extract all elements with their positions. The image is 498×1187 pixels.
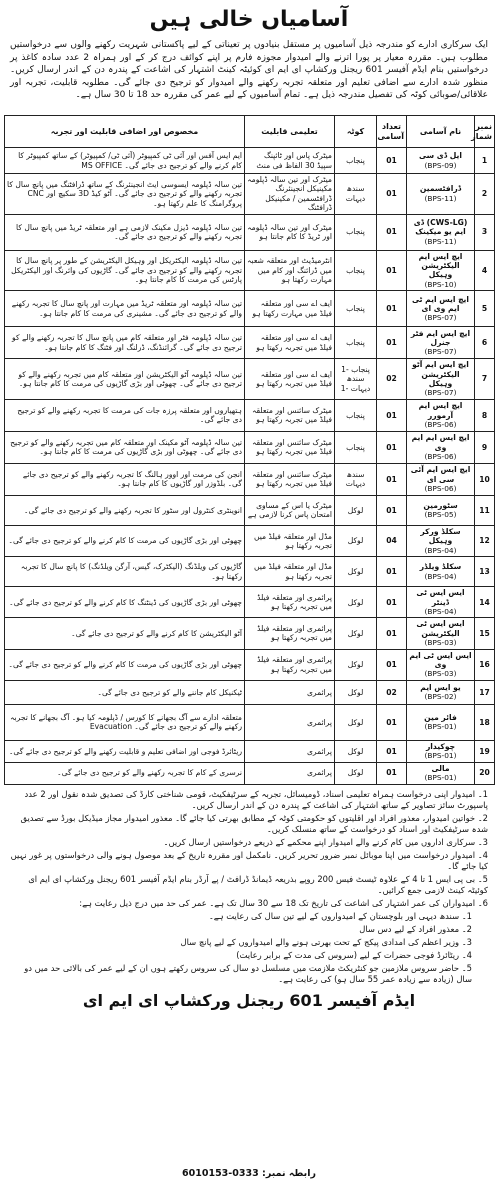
cell-quota: پنجاب xyxy=(335,148,377,174)
cell-post-name xyxy=(407,463,475,495)
cell-skills: آٹو الیکٹریشن کا کام کرنے والے کو ترجیح دی جائے گی۔ xyxy=(5,618,245,649)
cell-sr: 9 xyxy=(475,431,495,463)
post-title: ایچ ایس ایم ایم وی xyxy=(411,433,470,452)
cell-post-name xyxy=(407,174,475,215)
cell-count: 01 xyxy=(377,495,407,525)
post-title: ایچ ایس ایم ٹی ایم وی ای xyxy=(412,294,469,314)
cell-post-name xyxy=(407,704,475,740)
table-row xyxy=(5,431,495,463)
cell-quota: پنجاب xyxy=(335,291,377,327)
table-row xyxy=(5,359,495,400)
cell-quota: پنجاب xyxy=(335,431,377,463)
post-title: ایل ڈی سی xyxy=(418,151,462,161)
post-scale: (BPS-04) xyxy=(424,571,457,581)
cell-qualification: ایف اے سی اور متعلقہ فیلڈ میں مہارت رکھتا ہو xyxy=(245,291,335,327)
cell-skills: انوینٹری کنٹرول اور سٹور کا تجربہ رکھنے والے کو ترجیح دی جائے گی۔ xyxy=(5,495,245,525)
post-title: سکلڈ ویلڈر xyxy=(419,562,462,572)
note-item: 1۔ امیدوار اپنی درخواست ہمراہ تعلیمی اسناد، ڈومیسائل، تجربہ کے سرٹیفکیٹ، قومی شناختی کارڈ کی تصدیق شدہ نقول اور 2 عدد پاسپورٹ سائز تصاویر کے ساتھ اشتہار کی اشاعت کے پندرہ دن کے اندر ارسال کریں۔ xyxy=(24,788,488,810)
cell-qualification: ایف اے سی اور متعلقہ فیلڈ میں تجربہ رکھتا ہو xyxy=(245,327,335,359)
table-row xyxy=(5,680,495,704)
cell-sr: 13 xyxy=(475,557,495,587)
cell-quota: سندھ دیہات xyxy=(335,174,377,215)
cell-quota: لوکل xyxy=(335,704,377,740)
cell-post-name xyxy=(407,214,475,250)
cell-qualification: میٹرک سائنس اور متعلقہ فیلڈ میں تجربہ رکھتا ہو xyxy=(245,463,335,495)
post-scale: (BPS-03) xyxy=(424,669,457,679)
header-sr: نمبر شمار xyxy=(475,116,495,148)
notes-section xyxy=(4,785,494,985)
cell-qualification: میٹرک پاس اور ٹائپنگ سپیڈ 30 الفاظ فی منٹ xyxy=(245,148,335,174)
cell-post-name xyxy=(407,495,475,525)
cell-post-name xyxy=(407,399,475,431)
post-title: ایچ ایس ایم آٹو الیکٹریشن وہیکل xyxy=(412,360,469,389)
cell-sr: 11 xyxy=(475,495,495,525)
notes-list xyxy=(10,789,488,985)
cell-post-name xyxy=(407,327,475,359)
cell-skills: ہتھیاروں اور متعلقہ پرزہ جات کی مرمت کا تجربہ رکھنے والے کو ترجیح دی جائے گی۔ xyxy=(5,399,245,431)
post-scale: (BPS-01) xyxy=(424,773,457,783)
age-relaxation-item: 2۔ معذور افراد کے لیے دس سال xyxy=(359,923,472,934)
cell-skills: انجن کی مرمت اور اوور ہالنگ کا تجربہ رکھنے والے کو ترجیح دی جائے گی۔ بلڈوزر اور گاڑیوں کا کام جانتا ہو۔ xyxy=(5,463,245,495)
post-title: (CWS-LG) ڈی ایم یو میکینک xyxy=(413,218,468,237)
cell-skills: ٹیکنیکل کام جاننے والے کو ترجیح دی جائے گی۔ xyxy=(5,680,245,704)
cell-sr: 6 xyxy=(475,327,495,359)
cell-qualification: میٹرک سائنس اور متعلقہ فیلڈ میں تجربہ رکھتا ہو xyxy=(245,431,335,463)
table-row xyxy=(5,649,495,680)
table-row xyxy=(5,291,495,327)
cell-sr: 7 xyxy=(475,359,495,400)
post-scale: (BPS-09) xyxy=(424,160,457,170)
cell-quota: لوکل xyxy=(335,557,377,587)
post-scale: (BPS-04) xyxy=(424,545,457,555)
header-skills: مخصوص اور اضافی قابلیت اور تجربہ xyxy=(5,116,245,148)
post-scale: (BPS-10) xyxy=(424,279,457,289)
cell-count: 02 xyxy=(377,359,407,400)
cell-qualification: انٹرمیڈیٹ اور متعلقہ شعبہ میں ڈرائنگ اور کام میں مہارت رکھتا ہو xyxy=(245,250,335,291)
post-title: ایچ ایس ایم فٹر جنرل xyxy=(410,328,471,348)
cell-sr: 12 xyxy=(475,525,495,556)
note-item: 5۔ بی پی ایس 1 تا 4 کے علاوہ ٹیسٹ فیس 200 روپے بذریعہ ڈیمانڈ ڈرافٹ / پے آرڈر بنام ایڈم آفیسر 601 ریجنل ورکشاپ ای ایم ای کوئیٹہ کینٹ لازمی جمع کرائیں۔ xyxy=(28,873,488,895)
header-quota: کوٹہ xyxy=(335,116,377,148)
contact-label: رابطہ نمبر: xyxy=(262,1168,316,1179)
post-scale: (BPS-06) xyxy=(424,484,457,494)
table-row xyxy=(5,525,495,556)
cell-quota: لوکل xyxy=(335,649,377,680)
intro-paragraph: ایک سرکاری ادارے کو مندرجہ ذیل آسامیوں پر مستقل بنیادوں پر تعیناتی کے لیے پاکستانی شہریت رکھنے والوں سے درخواستیں مطلوب ہیں۔ مقررہ معیار پر پورا اترنے والے امیدوار مجوزہ فارم پر اپنے کوائف درج کر کے اور ہمراہ 2 عدد سادہ کاغذ پر درخواستیں بنام ایڈم آفیسر 601 ریجنل ورکشاپ ای ایم ای کوئیٹہ کینٹ اشتہار کی اشاعت کے پندرہ دن کے اندر ارسال کریں۔ منظور شدہ ادارے سے اضافی تعلیم اور متعلقہ تجربہ رکھنے والے امیدوار کو ترجیح دی جائے گی۔ مطلوبہ قابلیت، تجربہ اور علاقائی/صوبائی کوٹہ کی تفصیل مندرجہ ذیل ہے۔ تمام آسامیوں کے لیے عمر کی مقررہ حد 18 تا 30 سال ہے۔ xyxy=(10,40,489,100)
cell-qualification: میٹرک سائنس اور متعلقہ فیلڈ میں تجربہ رکھتا ہو xyxy=(245,399,335,431)
cell-post-name xyxy=(407,649,475,680)
cell-skills: تین سالہ ڈپلومہ آٹو مکینک اور متعلقہ کام میں تجربہ رکھنے والے کو ترجیح دی جائے گی۔ چھوٹی اور بڑی گاڑیوں کی مرمت کا کام جانتا ہو۔ xyxy=(5,431,245,463)
cell-skills: تین سالہ ڈپلومہ ڈیزل مکینک لازمی ہے اور متعلقہ ٹریڈ میں پانچ سال کا تجربہ رکھنے والے کو ترجیح دی جائے گی۔ xyxy=(5,214,245,250)
cell-count: 01 xyxy=(377,649,407,680)
cell-post-name xyxy=(407,762,475,784)
cell-quota: لوکل xyxy=(335,587,377,618)
cell-skills: تین سالہ ڈپلومہ فٹر اور متعلقہ کام میں پانچ سال کا تجربہ رکھنے والے کو ترجیح دی جائے گی۔ گرائنڈنگ، ڈرلنگ اور فٹنگ کا کام جانتا ہو۔ xyxy=(5,327,245,359)
cell-sr: 15 xyxy=(475,618,495,649)
post-scale: (BPS-03) xyxy=(424,638,457,648)
cell-quota: لوکل xyxy=(335,762,377,784)
cell-quota: پنجاب xyxy=(335,399,377,431)
cell-count: 01 xyxy=(377,291,407,327)
post-scale: (BPS-11) xyxy=(424,193,457,203)
cell-count: 01 xyxy=(377,557,407,587)
age-relaxation-item: 5۔ حاضر سروس ملازمین جو کنٹریکٹ ملازمت میں مسلسل دو سال کی سروس رکھتے ہوں ان کے لیے عمر کی بالائی حد میں دو سال (زیادہ سے زیادہ عمر 55 سال ہو) کی رعایت ہے۔ xyxy=(24,962,472,984)
post-title: ایچ ایس ایم الیکٹریشن وہیکل xyxy=(418,251,463,280)
cell-qualification: ایف اے سی اور متعلقہ فیلڈ میں تجربہ رکھتا ہو xyxy=(245,359,335,400)
table-row xyxy=(5,762,495,784)
table-row xyxy=(5,557,495,587)
cell-sr: 18 xyxy=(475,704,495,740)
post-title: ایچ ایس ایم آرمورر xyxy=(418,401,463,420)
cell-skills: نرسری کے کام کا تجربہ رکھنے والے کو ترجیح دی جائے گی۔ xyxy=(5,762,245,784)
post-title: ایس ایس ٹی الیکٹریشن xyxy=(416,619,465,638)
cell-skills: چھوٹی اور بڑی گاڑیوں کی ڈینٹنگ کا کام کرنے والے کو ترجیح دی جائے گی۔ xyxy=(5,587,245,618)
cell-sr: 4 xyxy=(475,250,495,291)
cell-sr: 19 xyxy=(475,740,495,762)
post-scale: (BPS-06) xyxy=(424,420,457,430)
cell-qualification: پرائمری اور متعلقہ فیلڈ میں تجربہ رکھتا ہو xyxy=(245,587,335,618)
cell-count: 01 xyxy=(377,148,407,174)
cell-skills: تین سالہ ڈپلومہ الیکٹریکل اور وہیکل الیکٹریشن کے طور پر پانچ سال کا تجربہ رکھنے والے کو ترجیح دی جائے گی۔ گاڑیوں کی وائرنگ اور الیکٹریکل پارٹس کی مرمت کا کام جانتا ہو۔ xyxy=(5,250,245,291)
cell-count: 01 xyxy=(377,250,407,291)
note-item: 3۔ سرکاری اداروں میں کام کرنے والے امیدوار اپنے محکمے کے ذریعے درخواستیں ارسال کریں۔ xyxy=(163,836,488,847)
table-row xyxy=(5,250,495,291)
cell-count: 01 xyxy=(377,399,407,431)
signature-block: ایڈم آفیسر 601 ریجنل ورکشاپ ای ایم ای xyxy=(82,990,416,1010)
contact-line xyxy=(0,1168,498,1179)
table-body xyxy=(5,148,495,785)
note-item: 4۔ امیدوار درخواست میں اپنا موبائل نمبر ضرور تحریر کریں۔ نامکمل اور مقررہ تاریخ کے بعد موصول ہونے والی درخواستوں پر غور نہیں کیا جائے گا۔ xyxy=(10,849,488,871)
post-title: ڈرافٹسمین xyxy=(419,184,462,194)
cell-post-name xyxy=(407,359,475,400)
note-item: 6۔ امیدواران کی عمر اشتہار کی اشاعت کی تاریخ تک 18 سے 30 سال تک ہے۔ عمر کی حد میں درج ذیل رعایت ہے: xyxy=(79,897,488,908)
cell-count: 01 xyxy=(377,174,407,215)
post-scale: (BPS-07) xyxy=(424,347,457,357)
cell-count: 01 xyxy=(377,762,407,784)
cell-sr: 14 xyxy=(475,587,495,618)
post-title: ایس ایس ٹی ڈینٹر xyxy=(416,588,465,607)
cell-count: 01 xyxy=(377,704,407,740)
cell-count: 01 xyxy=(377,618,407,649)
cell-skills: چھوٹی اور بڑی گاڑیوں کی مرمت کا کام کرنے والے کو ترجیح دی جائے گی۔ xyxy=(5,525,245,556)
cell-count: 01 xyxy=(377,327,407,359)
cell-post-name xyxy=(407,291,475,327)
cell-quota: لوکل xyxy=(335,680,377,704)
cell-count: 01 xyxy=(377,214,407,250)
cell-sr: 1 xyxy=(475,148,495,174)
cell-sr: 3 xyxy=(475,214,495,250)
age-relaxation-item: 3۔ وزیر اعظم کی امدادی پیکج کے تحت بھرتی ہونے والے امیدواروں کے لیے پانچ سال xyxy=(180,936,472,947)
post-scale: (BPS-07) xyxy=(424,313,457,323)
cell-sr: 20 xyxy=(475,762,495,784)
cell-qualification: مڈل اور متعلقہ فیلڈ میں تجربہ رکھتا ہو xyxy=(245,557,335,587)
cell-qualification: پرائمری xyxy=(245,704,335,740)
cell-count: 01 xyxy=(377,463,407,495)
cell-sr: 16 xyxy=(475,649,495,680)
post-title: سکلڈ ورکر وہیکل xyxy=(420,526,461,546)
cell-post-name xyxy=(407,557,475,587)
cell-quota: لوکل xyxy=(335,495,377,525)
cell-post-name xyxy=(407,618,475,649)
cell-qualification: پرائمری اور متعلقہ فیلڈ میں تجربہ رکھتا ہو xyxy=(245,649,335,680)
vacancies-table xyxy=(4,115,495,785)
table-row xyxy=(5,327,495,359)
cell-post-name xyxy=(407,250,475,291)
post-title: چوکیدار xyxy=(425,741,456,751)
post-scale: (BPS-11) xyxy=(424,236,457,246)
table-row xyxy=(5,399,495,431)
header-count: تعداد آسامی xyxy=(377,116,407,148)
cell-quota: لوکل xyxy=(335,618,377,649)
table-row xyxy=(5,214,495,250)
post-title: مالی xyxy=(431,763,450,773)
post-scale: (BPS-01) xyxy=(424,722,457,732)
post-title: ایچ ایس ایم آئی سی ای xyxy=(410,465,471,484)
table-row xyxy=(5,618,495,649)
post-scale: (BPS-06) xyxy=(424,452,457,462)
cell-sr: 2 xyxy=(475,174,495,215)
cell-qualification: مڈل اور متعلقہ فیلڈ میں تجربہ رکھتا ہو xyxy=(245,525,335,556)
cell-post-name xyxy=(407,148,475,174)
page-title: آسامیاں خالی ہیں xyxy=(149,7,349,32)
cell-skills: متعلقہ ادارے سے آگ بجھانے کا کورس / ڈپلومہ کیا ہو۔ آگ بجھانے کا تجربہ رکھنے والے کو ترجیح دی جائے گی۔ Evacuation xyxy=(5,704,245,740)
cell-qualification: پرائمری اور متعلقہ فیلڈ میں تجربہ رکھتا ہو xyxy=(245,618,335,649)
cell-sr: 5 xyxy=(475,291,495,327)
cell-post-name xyxy=(407,740,475,762)
age-relaxation-item: 4۔ ریٹائرڈ فوجی حضرات کے لیے (سروس کی مدت کے برابر رعایت) xyxy=(236,949,472,960)
table-row xyxy=(5,740,495,762)
cell-skills: ریٹائرڈ فوجی اور اضافی تعلیم و قابلیت رکھنے والے کو ترجیح دی جائے گی۔ xyxy=(5,740,245,762)
table-row xyxy=(5,174,495,215)
cell-quota: پنجاب -1 سندھ دیہات -1 xyxy=(335,359,377,400)
post-scale: (BPS-01) xyxy=(424,751,457,761)
header-post-name: نام آسامی xyxy=(407,116,475,148)
cell-skills: چھوٹی اور بڑی گاڑیوں کی مرمت کا کام کرنے والے کو ترجیح دی جائے گی۔ xyxy=(5,649,245,680)
cell-quota: پنجاب xyxy=(335,327,377,359)
cell-skills: تین سالہ ڈپلومہ اور متعلقہ ٹریڈ میں مہارت اور پانچ سال کا تجربہ رکھنے والے کو ترجیح دی جائے گی۔ مشینری کی مرمت کا کام جانتا ہو۔ xyxy=(5,291,245,327)
table-row xyxy=(5,587,495,618)
post-title: یو ایس ایم xyxy=(420,682,461,692)
cell-qualification: پرائمری xyxy=(245,762,335,784)
cell-count: 01 xyxy=(377,587,407,618)
cell-skills: تین سالہ ڈپلومہ ایسوسی ایٹ انجینئرنگ کے ساتھ ڈرافٹنگ میں پانچ سال کا تجربہ رکھنے والے کو ترجیح دی جائے گی۔ آٹو کیڈ 3D سکیچ اور CNC پروگرامنگ کا علم رکھتا ہو۔ xyxy=(5,174,245,215)
cell-post-name xyxy=(407,680,475,704)
cell-qualification: پرائمری xyxy=(245,740,335,762)
cell-quota: پنجاب xyxy=(335,214,377,250)
cell-count: 01 xyxy=(377,431,407,463)
cell-quota: لوکل xyxy=(335,525,377,556)
cell-sr: 8 xyxy=(475,399,495,431)
cell-sr: 17 xyxy=(475,680,495,704)
cell-count: 04 xyxy=(377,525,407,556)
table-header-row xyxy=(5,116,495,148)
cell-skills: تین سالہ ڈپلومہ آٹو الیکٹریشن اور متعلقہ کام میں تجربہ رکھنے والے کو ترجیح دی جائے گی۔ چھوٹی اور بڑی گاڑیوں کی مرمت کا کام جانتا ہو۔ xyxy=(5,359,245,400)
post-title: فائر مین xyxy=(424,712,457,722)
cell-count: 01 xyxy=(377,740,407,762)
header-qualification: تعلیمی قابلیت xyxy=(245,116,335,148)
post-scale: (BPS-02) xyxy=(424,692,457,702)
age-relaxation-item: 1۔ سندھ دیہی اور بلوچستان کے امیدواروں کے لیے تین سال کی رعایت ہے۔ xyxy=(208,910,472,921)
cell-post-name xyxy=(407,587,475,618)
cell-skills: ایم ایس آفس اور آئی ٹی کمپیوٹر (آئی ٹی/ کمپیوٹر) کے ساتھ کمپیوٹر کا کام کرنے والے کو ترجیح دی جائے گی۔ MS OFFICE xyxy=(5,148,245,174)
post-scale: (BPS-04) xyxy=(424,606,457,616)
table-row xyxy=(5,704,495,740)
cell-qualification: میٹرک اور تین سالہ ڈپلومہ اور ٹریڈ کا کام جانتا ہو xyxy=(245,214,335,250)
cell-post-name xyxy=(407,525,475,556)
post-title: ایس ایس ٹی ایم وی xyxy=(409,650,472,669)
cell-qualification: میٹرک اور تین سالہ ڈپلومہ مکینیکل انجینئرنگ ڈرافٹسمین / مکینیکل ڈرافٹنگ xyxy=(245,174,335,215)
post-scale: (BPS-05) xyxy=(424,510,457,520)
note-item: 2۔ خواتین امیدوار، معذور افراد اور اقلیتوں کو حکومتی کوٹہ کے مطابق بھرتی کیا جائے گا۔ معذور امیدوار مجاز میڈیکل بورڈ سے تصدیق شدہ سرٹیفکیٹ اور اسناد کو درخواست کے ساتھ منسلک کریں۔ xyxy=(20,812,488,834)
cell-count: 02 xyxy=(377,680,407,704)
contact-number: 0333-6010153 xyxy=(182,1168,259,1179)
cell-qualification: میٹرک یا اس کے مساوی امتحان پاس کرنا لازمی ہے xyxy=(245,495,335,525)
table-row xyxy=(5,148,495,174)
cell-quota: سندھ دیہات xyxy=(335,463,377,495)
table-row xyxy=(5,463,495,495)
cell-quota: لوکل xyxy=(335,740,377,762)
table-row xyxy=(5,495,495,525)
cell-qualification: پرائمری xyxy=(245,680,335,704)
cell-skills: گاڑیوں کی ویلڈنگ (الیکٹرک، گیس، آرگن ویلڈنگ) کا پانچ سال کا تجربہ رکھتا ہو۔ xyxy=(5,557,245,587)
post-scale: (BPS-07) xyxy=(424,388,457,398)
cell-post-name xyxy=(407,431,475,463)
post-title: سٹورمین xyxy=(423,500,458,510)
cell-sr: 10 xyxy=(475,463,495,495)
cell-quota: پنجاب xyxy=(335,250,377,291)
